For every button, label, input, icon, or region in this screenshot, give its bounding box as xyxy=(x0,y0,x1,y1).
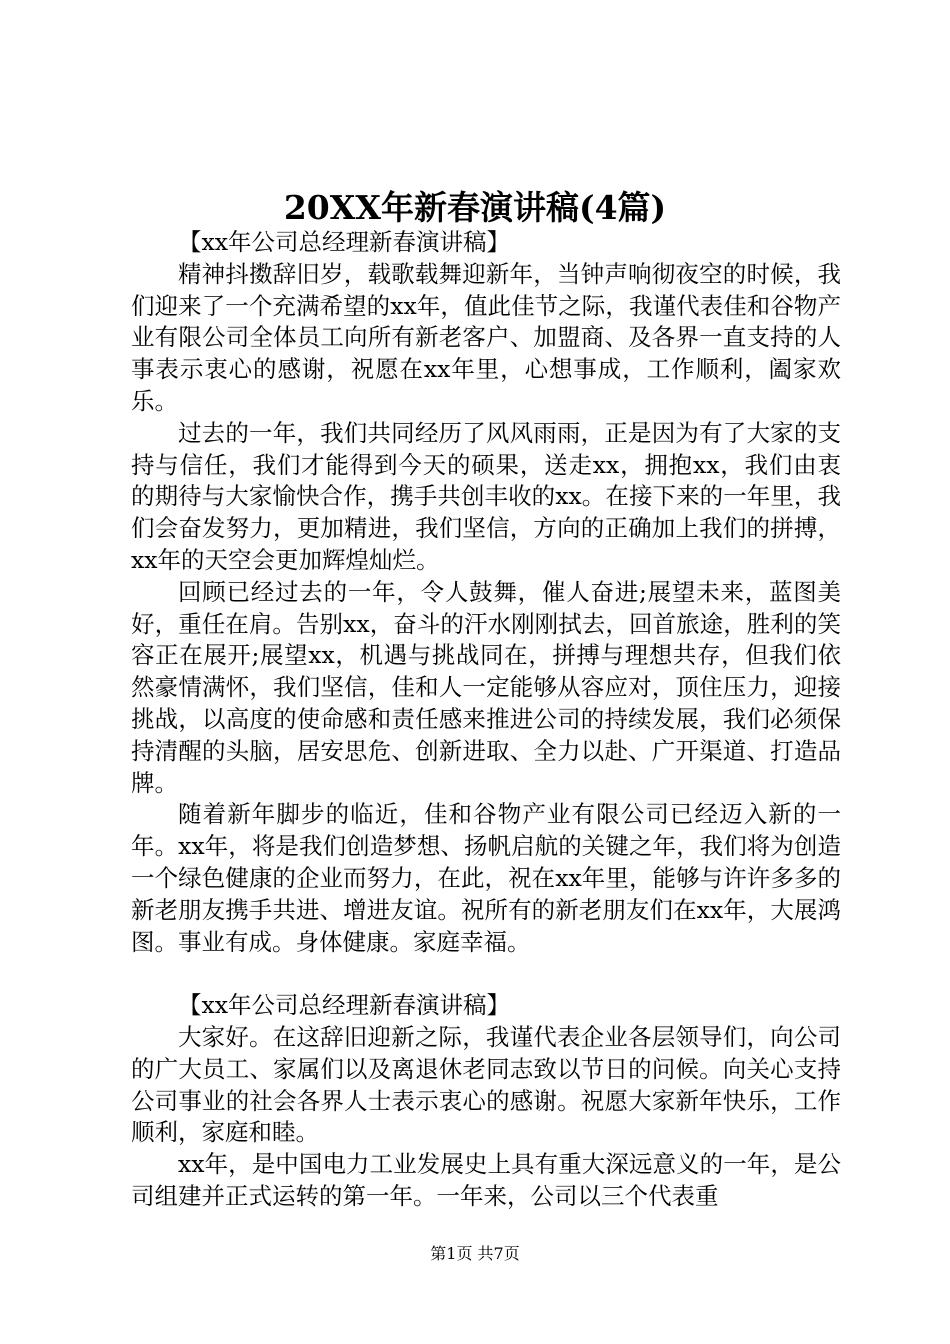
paragraph: 过去的一年，我们共同经历了风风雨雨，正是因为有了大家的支持与信任，我们才能得到今天的硕果，送走xx，拥抱xx，我们由衷的期待与大家愉快合作，携手共创丰收的xx。在接下来的一年里，我们会奋发努力，更加精进，我们坚信，方向的正确加上我们的拼搏，xx年的天空会更加辉煌灿烂。 xyxy=(131,418,841,574)
page-footer: 第1页 共7页 xyxy=(430,1244,520,1263)
section-spacer xyxy=(131,958,841,990)
paragraph: 随着新年脚步的临近，佳和谷物产业有限公司已经迈入新的一年。xx年，将是我们创造梦想、扬帆启航的关键之年，我们将为创造一个绿色健康的企业而努力，在此，祝在xx年里，能够与许许多多的新老朋友携手共进、增进友谊。祝所有的新老朋友们在xx年，大展鸿图。事业有成。身体健康。家庭幸福。 xyxy=(131,800,841,956)
document-title: 20XX年新春演讲稿(4篇) xyxy=(283,188,667,227)
paragraph: 回顾已经过去的一年，令人鼓舞，催人奋进;展望未来，蓝图美好，重任在肩。告别xx，奋斗的汗水刚刚拭去，回首旅途，胜利的笑容正在展开;展望xx，机遇与挑战同在，拼搏与理想共存，但我们依然豪情满怀，我们坚信，佳和人一定能够从容应对，顶住压力，迎接挑战，以高度的使命感和责任感来推进公司的持续发展，我们必须保持清醒的头脑，居安思危、创新进取、全力以赴、广开渠道、打造品牌。 xyxy=(131,577,841,797)
section-2 xyxy=(131,990,841,1213)
section-1 xyxy=(131,227,841,958)
paragraph: xx年，是中国电力工业发展史上具有重大深远意义的一年，是公司组建并正式运转的第一年。一年来，公司以三个代表重 xyxy=(131,1150,841,1210)
document-body xyxy=(131,227,841,1213)
paragraph: 精神抖擞辞旧岁，载歌载舞迎新年，当钟声响彻夜空的时候，我们迎来了一个充满希望的xx年，值此佳节之际，我谨代表佳和谷物产业有限公司全体员工向所有新老客户、加盟商、及各界一直支持的人事表示衷心的感谢，祝愿在xx年里，心想事成，工作顺利，阖家欢乐。 xyxy=(131,259,841,415)
paragraph: 大家好。在这辞旧迎新之际，我谨代表企业各层领导们，向公司的广大员工、家属们以及离退休老同志致以节日的问候。向关心支持公司事业的社会各界人士表示衷心的感谢。祝愿大家新年快乐，工作顺利，家庭和睦。 xyxy=(131,1022,841,1147)
section-heading: 【xx年公司总经理新春演讲稿】 xyxy=(178,991,511,1020)
section-heading: 【xx年公司总经理新春演讲稿】 xyxy=(178,228,511,256)
